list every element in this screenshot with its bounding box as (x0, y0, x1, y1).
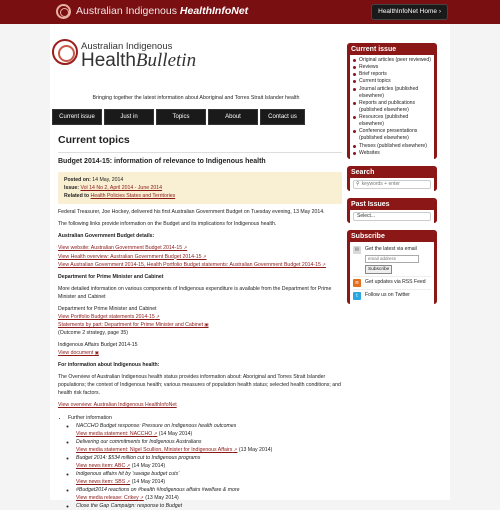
article-meta: Posted on: 14 May, 2014 Issue: Vol 14 No 2, April 2014 - June 2014 Related to Health Policies States and Territories (58, 172, 342, 204)
sidebar-item-reports[interactable]: Reports and publications (published elsewhere) (353, 100, 431, 114)
news-link[interactable]: View media statement: Nigel Scullion, Minister for Indigenous Affairs ↗ (76, 447, 237, 453)
pmc-statements-link[interactable]: Statements by part: Department for Prime Minister and Cabinet ▣ (58, 322, 209, 328)
healthinfonet-home-button[interactable]: HealthInfoNet Home › (371, 4, 448, 20)
main-nav (52, 109, 328, 125)
pmc-links: Department for Prime Minister and Cabinet View Portfolio Budget statements 2014-15 ↗ Statements by part: Department for Prime Minister and Cabinet ▣ (Outcome 2 strategy, page 35) (58, 305, 342, 337)
list-item: ◦ Delivering our commitments for Indigenous Australians View media statement: Nigel Scullion, Minister for Indigenous Affairs ↗ (13 May 2014) (76, 438, 342, 454)
iab-block: Indigenous Affairs Budget 2014-15 View document ▣ (58, 341, 342, 357)
gov-links (58, 244, 342, 268)
links-intro: The following links provide information on the Budget and its implications for Indigenous health. (58, 221, 277, 228)
nav-just-in[interactable]: Just in (104, 109, 154, 125)
healthinfonet-logo-icon (56, 4, 71, 19)
sidebar-item-websites[interactable]: Websites (353, 150, 431, 157)
sidebar-item-journal-articles[interactable]: Journal articles (published elsewhere) (353, 86, 431, 100)
rss-link[interactable]: ≋ Get updates via RSS Feed (353, 277, 431, 290)
rss-icon: ≋ (354, 279, 360, 286)
tagline: Bringing together the latest information about Aboriginal and Torres Strait Islander health (92, 95, 300, 101)
sidebar-item-brief-reports[interactable]: Brief reports (353, 71, 431, 78)
sidebar (347, 43, 437, 311)
main-content (58, 132, 342, 510)
pmc-heading: Department for Prime Minister and Cabinet (58, 273, 164, 280)
sidebar-item-theses[interactable]: Theses (published elsewhere) (353, 143, 431, 150)
sidebar-item-current-topics[interactable]: Current topics (353, 78, 431, 85)
bulletin-logo[interactable]: Australian Indigenous HealthBulletin (50, 39, 350, 89)
news-link[interactable]: View news item: ABC ↗ (76, 463, 130, 469)
sidebar-item-original-articles[interactable]: Original articles (peer reviewed) (353, 57, 431, 64)
pmc-paragraph: More detailed information on various components of Indigenous expenditure is available from the Department for Prime Minister and Cabinet (58, 285, 332, 300)
search-input[interactable]: ⚲ keywords + enter (353, 180, 431, 189)
past-issues-box: Past Issues Select... (347, 198, 437, 223)
email-icon: ✉ (354, 246, 360, 253)
nav-about[interactable]: About (208, 109, 258, 125)
gov-heading: Australian Government Budget details: (58, 233, 155, 240)
info-heading: For information about Indigenous health: (58, 362, 160, 369)
page (50, 24, 450, 510)
search-box: Search ⚲ keywords + enter (347, 166, 437, 191)
sidebar-item-reviews[interactable]: Reviews (353, 64, 431, 71)
list-item: ◦ Indigenous affairs hit by 'savage budget cuts' View news item: SBS ↗ (14 May 2014) (76, 470, 342, 486)
posted-date: 14 May, 2014 (92, 177, 124, 184)
issue-link[interactable]: Vol 14 No 2, April 2014 - June 2014 (80, 185, 163, 192)
gov-link-website[interactable]: View website: Australian Government Budget 2014-15 ↗ (58, 245, 187, 251)
email-field[interactable] (365, 255, 419, 263)
intro-paragraph: Federal Treasurer, Joe Hockey, delivered his first Australian Government Budget on Tuesday evening, 13 May 2014. (58, 209, 325, 216)
list-item: ◦ Budget 2014: $534 million cut to Indigenous programs View news item: ABC ↗ (14 May 2014) (76, 454, 342, 470)
bulletin-logo-icon (52, 39, 78, 65)
further-list: • Further information ◦ NACCHO Budget response: Pressure on Indigenous health outcomes View media statement: NACCHO ↗ (14 May 2014) ◦ Delivering our commitments for Indigenous Australians View media statement: Nigel Scullion, Minister for Indigenous Affairs ↗ (13 May 2014) ◦ Budget 2014: $534 million cut to Indigenous programs View news item: ABC ↗ (14 May 2014) ◦ Indigenous affairs hit by 'savage budget cuts' View news item: SBS ↗ (14 May 2014) ◦ #Budget2014 reactions on #health #Indigenous affairs #welfare & more View media release: Crikey ↗ (13 May 2014) ◦ Close the Gap Campaign: response to Budget (68, 414, 342, 510)
list-item: ◦ #Budget2014 reactions on #health #Indigenous affairs #welfare & more View media release: Crikey ↗ (13 May 2014) (76, 486, 342, 502)
current-issue-box: Current issue Original articles (peer reviewed) Reviews Brief reports Current topics Journal articles (published elsewhere) Reports and publications (published elsewhere) Resources (published elsewhere) Conference presentations (published elsewhere) Theses (published elsewhere) Websites (347, 43, 437, 159)
past-issues-select[interactable]: Select... (353, 212, 431, 221)
info-paragraph: The Overview of Australian Indigenous health status provides information about: Aboriginal and Torres Strait Islander populations; the context of Indigenous health; various measures of population health status; selected health conditions; and health risk factors. (58, 374, 341, 397)
nav-current-issue[interactable]: Current issue (52, 109, 102, 125)
twitter-icon: t (353, 292, 361, 300)
list-item: ◦ NACCHO Budget response: Pressure on Indigenous health outcomes View media statement: NACCHO ↗ (14 May 2014) (76, 422, 342, 438)
overview-link[interactable]: View overview: Australian Indigenous HealthInfoNet (58, 402, 177, 409)
page-title: Current topics (58, 132, 342, 153)
twitter-link[interactable]: t Follow us on Twitter (353, 290, 431, 302)
subscribe-box: Subscribe ✉ Get the latest via email email address Subscribe ≋ Get updates via RSS Feed t Follow us on Twitter (347, 230, 437, 304)
article-title: Budget 2014-15: information of relevance to Indigenous health (58, 158, 266, 166)
iab-document-link[interactable]: View document ▣ (58, 350, 99, 356)
nav-topics[interactable]: Topics (156, 109, 206, 125)
news-link[interactable]: View media statement: NACCHO ↗ (76, 431, 157, 437)
nav-contact-us[interactable]: Contact us (260, 109, 305, 125)
pmc-portfolio-link[interactable]: View Portfolio Budget statements 2014-15 ↗ (58, 314, 160, 320)
related-link[interactable]: Health Policies States and Territories (90, 193, 176, 200)
site-brand[interactable]: Australian Indigenous HealthInfoNet (76, 5, 249, 17)
top-bar (0, 0, 500, 24)
sidebar-item-conference[interactable]: Conference presentations (published elsewhere) (353, 128, 431, 142)
gov-link-health-overview[interactable]: View Health overview: Australian Government Budget 2014-15 ↗ (58, 254, 207, 260)
sidebar-item-resources[interactable]: Resources (published elsewhere) (353, 114, 431, 128)
news-link[interactable]: View media release: Crikey ↗ (76, 495, 144, 501)
gov-link-portfolio[interactable]: View Australian Government 2014-15, Health Portfolio Budget statements: Australian Government Budget 2014-15 ↗ (58, 262, 326, 268)
list-item: ◦ Close the Gap Campaign: response to Budget (76, 502, 342, 510)
search-icon: ⚲ (356, 180, 360, 187)
subscribe-button[interactable]: Subscribe (365, 265, 392, 274)
news-link[interactable]: View news item: SBS ↗ (76, 479, 130, 485)
